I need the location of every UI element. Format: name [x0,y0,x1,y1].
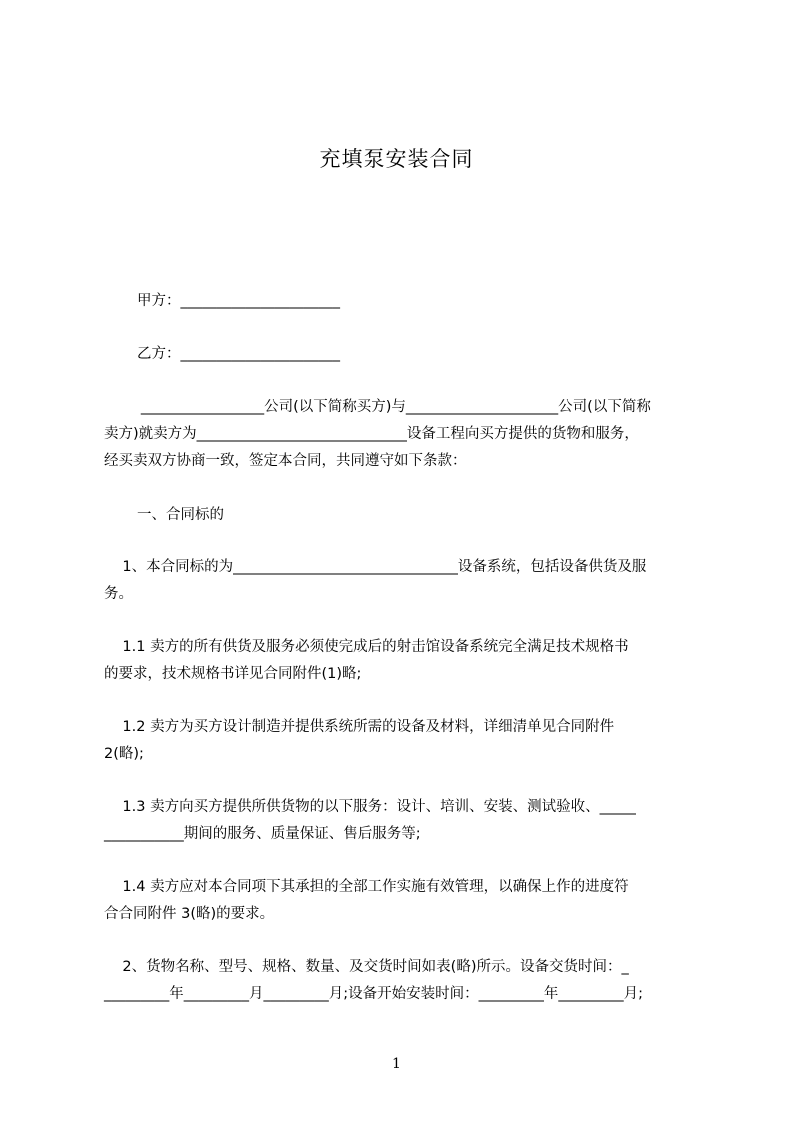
clause-line: 2(略); [104,746,144,762]
clause-line: _________年_________月_________月;设备开始安装时间：_________年_________月; [104,986,644,1002]
section-heading: 一、合同标的 [137,507,224,523]
party-a-line: 甲方：______________________ [137,293,340,309]
clause-line: 合合同附件 3(略)的要求。 [104,906,275,922]
party-b-line: 乙方：______________________ [137,346,340,362]
clause-line: 务。 [104,586,133,602]
document-title: 充填泵安装合同 [319,147,474,171]
intro-line: 经买卖双方协商一致，签定本合同，共同遵守如下条款： [104,453,467,469]
clause-line: ___________期间的服务、质量保证、售后服务等; [104,826,421,842]
clause-line: 的要求，技术规格书详见合同附件(1)略; [104,666,362,682]
intro-line: 卖方)就卖方为_____________________________设备工程向买方提供的货物和服务， [104,426,639,442]
intro-line: _________________公司(以下简称买方)与_____________________公司(以下简称 [104,399,651,415]
clause-line: 2、货物名称、型号、规格、数量、及交货时间如表(略)所示。设备交货时间：_ [104,959,629,975]
clause-line: 1.1 卖方的所有供货及服务必须使完成后的射击馆设备系统完全满足技术规格书 [104,639,629,655]
clause-line: 1.3 卖方向买方提供所供货物的以下服务：设计、培训、安装、测试验收、_____ [104,799,636,815]
clause-line: 1、本合同标的为_______________________________设备系统，包括设备供货及服 [104,559,647,575]
page-number: 1 [392,1056,401,1072]
clause-line: 1.4 卖方应对本合同项下其承担的全部工作实施有效管理，以确保上作的进度符 [104,879,629,895]
clause-line: 1.2 卖方为买方设计制造并提供系统所需的设备及材料，详细清单见合同附件 [104,719,615,735]
